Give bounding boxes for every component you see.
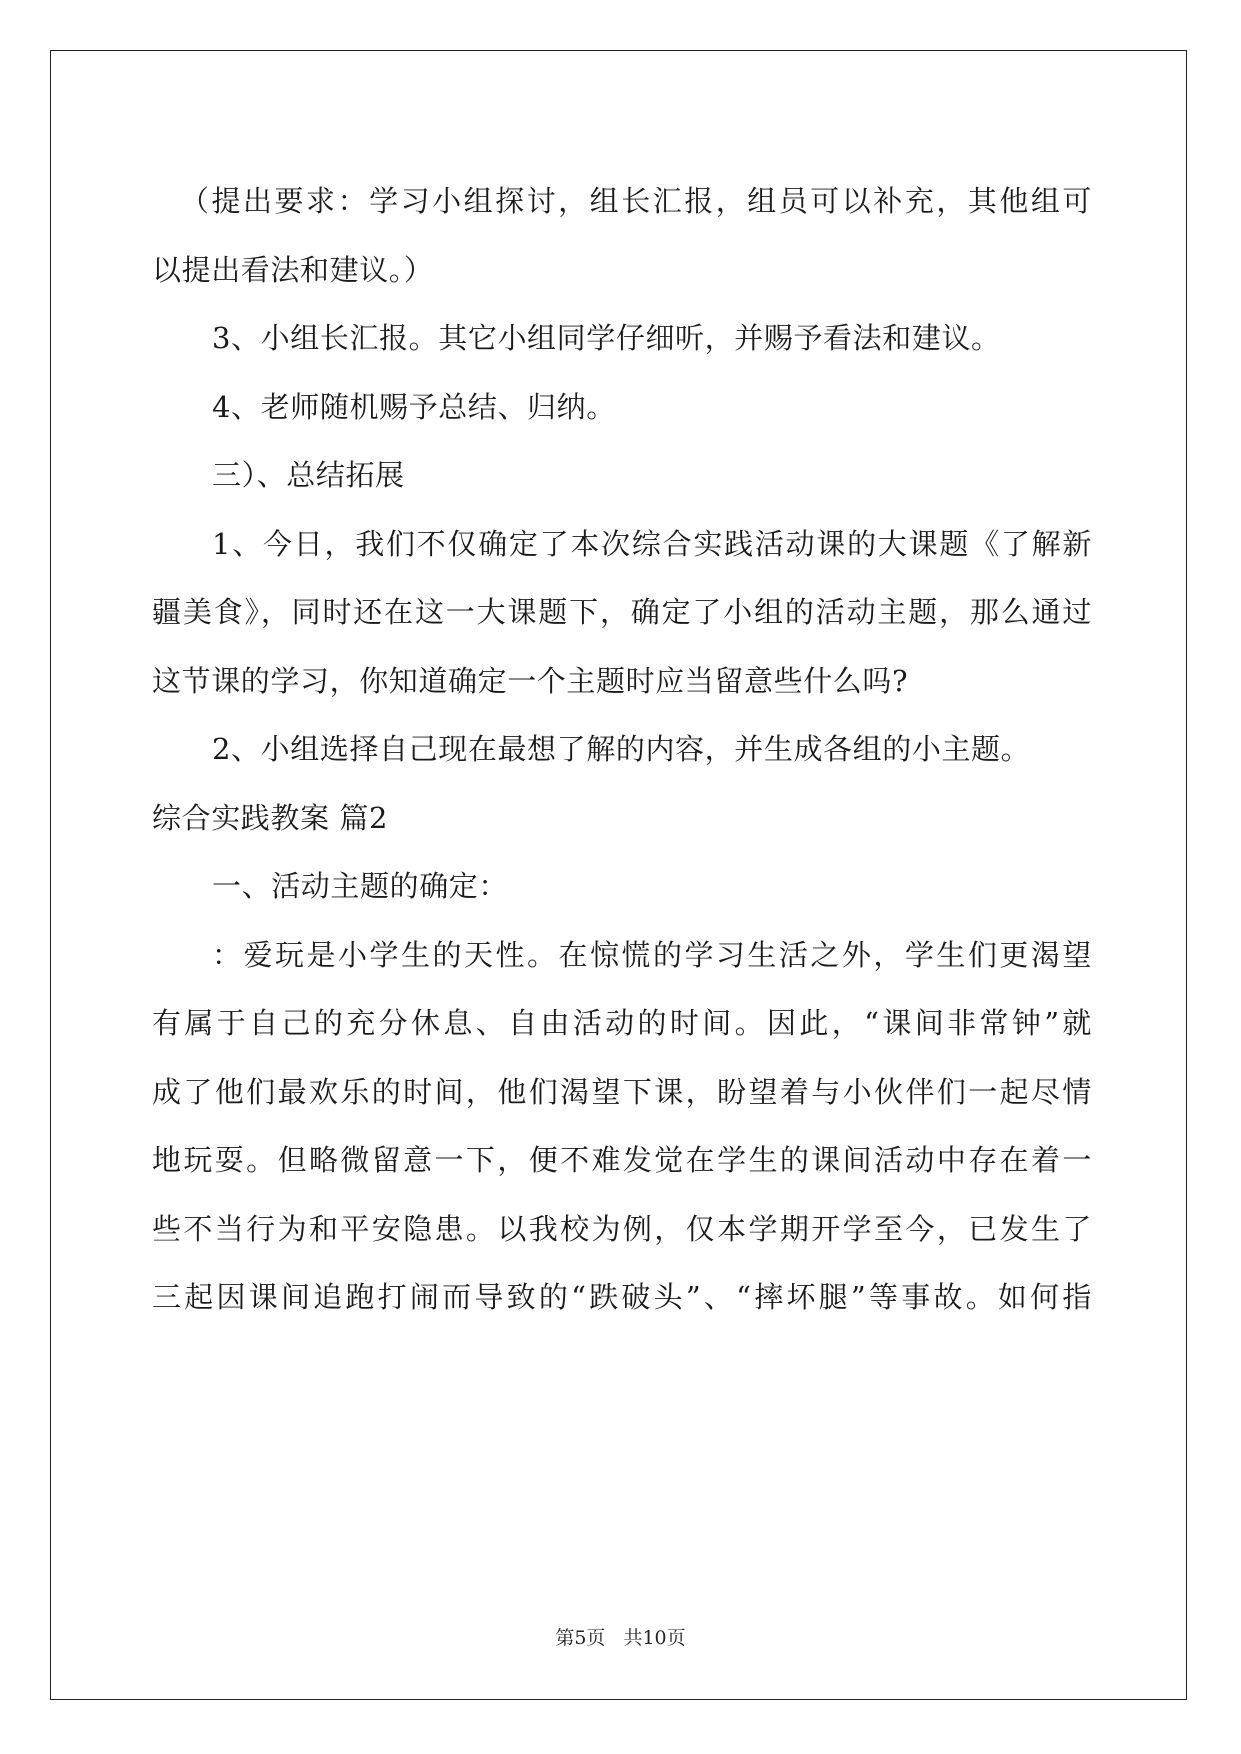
paragraph-line: 疆美食》，同时还在这一大课题下，确定了小组的活动主题，那么通过	[152, 595, 1092, 629]
document-body	[152, 167, 1092, 1332]
page-total: 共10页	[623, 1627, 686, 1649]
section-heading: 一、活动主题的确定：	[212, 869, 509, 903]
section-heading: 三）、总结拓展	[212, 458, 405, 492]
paragraph-line: 4、老师随机赐予总结、归纳。	[212, 389, 616, 424]
paragraph-line: ：爱玩是小学生的天性。在惊慌的学习生活之外，学生们更渴望	[212, 937, 1092, 972]
paragraph-line: 地玩耍。但略微留意一下，便不难发觉在学生的课间活动中存在着一	[152, 1143, 1092, 1177]
page-footer	[0, 1623, 1241, 1650]
paragraph-line: 1、今日，我们不仅确定了本次综合实践活动课的大课题《了解新	[212, 526, 1092, 561]
article-title: 综合实践教案 篇2	[152, 800, 389, 835]
paragraph-line: 三起因课间追跑打闹而导致的“跌破头”、“摔坏腿”等事故。如何指	[152, 1280, 1092, 1314]
paragraph-line: 以提出看法和建议。）	[152, 252, 434, 287]
paragraph-line: 3、小组长汇报。其它小组同学仔细听，并赐予看法和建议。	[212, 321, 1001, 355]
page-number: 第5页	[555, 1627, 606, 1649]
paragraph-line: 成了他们最欢乐的时间，他们渴望下课，盼望着与小伙伴们一起尽情	[152, 1074, 1092, 1109]
paragraph-line: 这节课的学习，你知道确定一个主题时应当留意些什么吗?	[152, 663, 909, 698]
paragraph-line: 2、小组选择自己现在最想了解的内容，并生成各组的小主题。	[212, 732, 1031, 766]
paragraph-line: 有属于自己的充分休息、自由活动的时间。因此，“课间非常钟”就	[152, 1006, 1092, 1040]
paragraph-line: （提出要求：学习小组探讨，组长汇报，组员可以补充，其他组可	[180, 184, 1092, 218]
paragraph-line: 些不当行为和平安隐患。以我校为例，仅本学期开学至今，已发生了	[152, 1211, 1092, 1246]
